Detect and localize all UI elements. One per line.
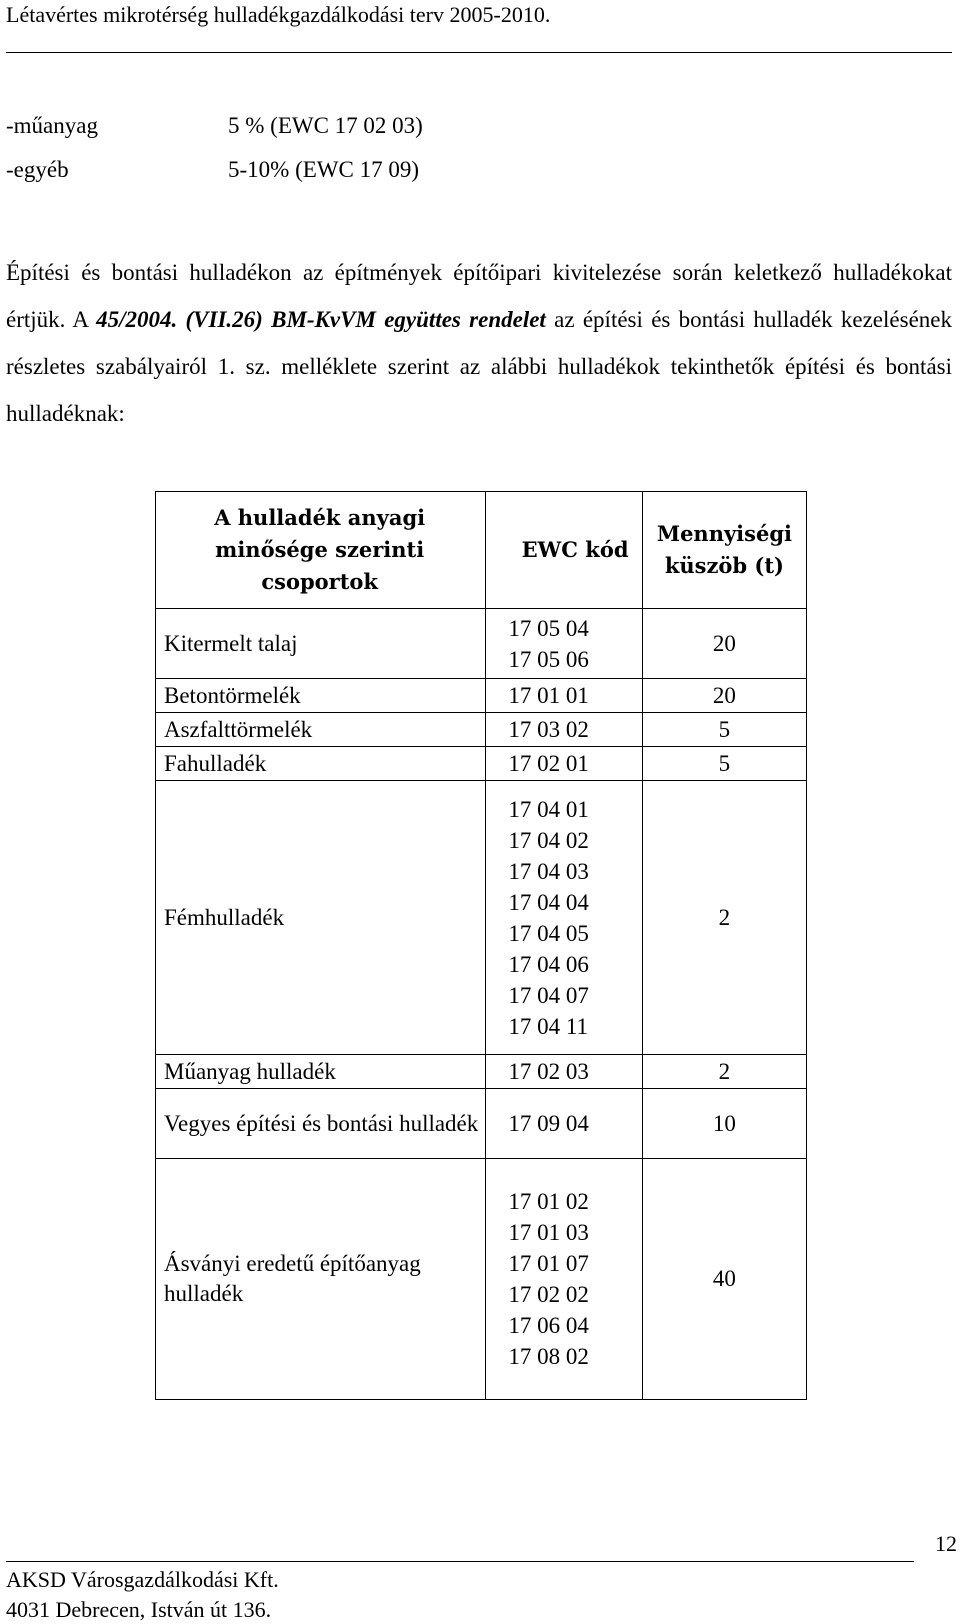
cell-ewc-codes (486, 781, 642, 1055)
table-row (156, 1055, 807, 1089)
paragraph-text: az építési és bontási hulladék kezelésének részletes szabályairól 1. sz. melléklete szerint az alábbi hulladékok tekinthetők építési és bontási hulladéknak: (6, 307, 952, 426)
list-item (6, 157, 419, 183)
cell-ewc-codes (486, 609, 642, 679)
ewc-code: 17 01 01 (508, 683, 589, 708)
ewc-code: 17 02 03 (508, 1059, 589, 1084)
ewc-code: 17 02 02 (508, 1282, 589, 1307)
ewc-code: 17 05 04 (508, 615, 589, 641)
ewc-code: 17 04 07 (508, 982, 589, 1008)
footer-company: AKSD Városgazdálkodási Kft. (6, 1567, 279, 1592)
cell-group: Vegyes építési és bontási hulladék (156, 1089, 486, 1159)
cell-threshold: 20 (642, 679, 806, 713)
cell-ewc-codes (486, 679, 642, 713)
ewc-code: 17 04 05 (508, 920, 589, 946)
ewc-code: 17 04 01 (508, 796, 589, 822)
table-row (156, 1159, 807, 1400)
cell-group: Betontörmelék (156, 679, 486, 713)
cell-group: Műanyag hulladék (156, 1055, 486, 1089)
table-row (156, 747, 807, 781)
ewc-code: 17 09 04 (508, 1111, 589, 1136)
cell-ewc-codes (486, 747, 642, 781)
page-header-title: Létavértes mikrotérség hulladékgazdálkodási terv 2005-2010. (6, 2, 551, 27)
table-header-row (156, 492, 807, 609)
ewc-code: 17 04 06 (508, 951, 589, 977)
intro-paragraph (6, 249, 952, 437)
list-item-label: -egyéb (6, 157, 69, 182)
cell-group: Fémhulladék (156, 781, 486, 1055)
header-divider (6, 52, 952, 53)
column-header-group: A hulladék anyagi minősége szerinti csoportok (156, 492, 486, 609)
cell-threshold: 5 (642, 713, 806, 747)
cell-group: Fahulladék (156, 747, 486, 781)
regulation-reference: 45/2004. (VII.26) BM-KvVM együttes rendelet (96, 307, 546, 332)
footer-address: 4031 Debrecen, István út 136. (6, 1597, 272, 1622)
ewc-code: 17 01 02 (508, 1189, 589, 1214)
ewc-code: 17 03 02 (508, 717, 589, 742)
ewc-code: 17 06 04 (508, 1313, 589, 1338)
cell-threshold: 10 (642, 1089, 806, 1159)
ewc-code: 17 02 01 (508, 751, 589, 776)
ewc-code: 17 01 03 (508, 1220, 589, 1245)
table-row (156, 679, 807, 713)
ewc-code: 17 01 07 (508, 1251, 589, 1276)
ewc-code: 17 05 06 (508, 646, 589, 672)
table-row (156, 1089, 807, 1159)
cell-ewc-codes (486, 1055, 642, 1089)
ewc-code: 17 04 03 (508, 858, 589, 884)
paragraph-text: Építési és bontási hulladékon az építmények építőipari kivitelezése során keletkező hulladékokat értjük. A (6, 260, 952, 332)
ewc-code: 17 08 02 (508, 1344, 589, 1369)
waste-threshold-table (155, 491, 807, 1400)
ewc-code: 17 04 04 (508, 889, 589, 915)
cell-threshold: 40 (642, 1159, 806, 1400)
cell-ewc-codes (486, 1089, 642, 1159)
cell-threshold: 2 (642, 781, 806, 1055)
cell-group: Aszfalttörmelék (156, 713, 486, 747)
cell-ewc-codes (486, 713, 642, 747)
table-row (156, 713, 807, 747)
list-item-value: 5 % (EWC 17 02 03) (228, 113, 423, 138)
list-item (6, 113, 423, 139)
cell-threshold: 2 (642, 1055, 806, 1089)
table-row (156, 781, 807, 1055)
column-header-threshold: Mennyiségi küszöb (t) (642, 492, 806, 609)
cell-group: Ásványi eredetű építőanyag hulladék (156, 1159, 486, 1400)
ewc-code: 17 04 02 (508, 827, 589, 853)
table-row (156, 609, 807, 679)
ewc-code: 17 04 11 (508, 1013, 588, 1039)
footer-divider (6, 1561, 914, 1562)
column-header-ewc: EWC kód (486, 492, 642, 609)
cell-group: Kitermelt talaj (156, 609, 486, 679)
page-number: 12 (935, 1531, 957, 1556)
list-item-label: -műanyag (6, 113, 98, 138)
list-item-value: 5-10% (EWC 17 09) (228, 157, 419, 182)
cell-threshold: 5 (642, 747, 806, 781)
cell-ewc-codes (486, 1159, 642, 1400)
cell-threshold: 20 (642, 609, 806, 679)
